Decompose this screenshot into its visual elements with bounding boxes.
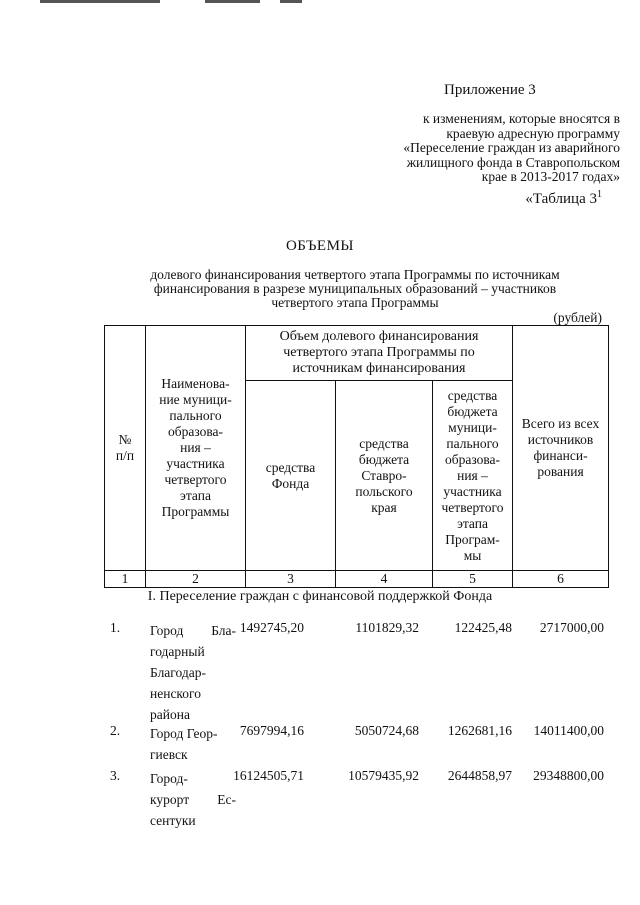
header-line: источникам финансирования (292, 361, 466, 376)
regional-amount: 5050724,68 (354, 723, 419, 738)
subtitle-line: краевую адресную программу (446, 125, 620, 141)
regional-amount: 10579435,92 (348, 768, 419, 783)
description-line: долевого финансирования четвертого этапа Программы по источникам (150, 267, 560, 282)
column-header-municipality (146, 326, 246, 571)
municipal-amount: 2644858,97 (447, 768, 512, 783)
header-line: бюджета (447, 403, 498, 419)
header-line: мы (463, 547, 482, 563)
total-amount: 29348800,00 (533, 768, 604, 783)
column-header-fund (246, 381, 336, 571)
municipality-name (150, 768, 236, 831)
scan-mark-left (40, 0, 160, 3)
table-number-text: «Таблица 3 (525, 191, 597, 207)
header-line: средства (265, 459, 316, 475)
header-line: ния – (180, 440, 211, 455)
header-line: бюджета (358, 451, 410, 467)
municipality-name (150, 620, 236, 725)
header-line: четвертого этапа Программы по (283, 345, 475, 360)
header-line: Фонда (271, 475, 310, 491)
document-heading: ОБЪЕМЫ (285, 238, 355, 254)
row-number: 3. (110, 768, 121, 783)
header-line: п/п (115, 448, 135, 463)
total-amount: 2717000,00 (539, 620, 604, 635)
name-line (150, 789, 236, 810)
section-title: I. Переселение граждан с финансовой поддержкой Фонда (147, 589, 493, 604)
header-line: образова- (167, 424, 224, 439)
header-line: рования (537, 464, 584, 479)
total-amount: 14011400,00 (533, 723, 604, 738)
appendix-subtitle (320, 112, 620, 185)
column-group-header-financing (246, 326, 513, 381)
name-word: Бла- (211, 623, 236, 638)
header-line: средства (447, 387, 498, 403)
column-header-number (105, 326, 146, 571)
header-line: средства (359, 435, 409, 451)
index-row (105, 571, 609, 588)
appendix-label: Приложение 3 (444, 82, 536, 98)
header-line: Программы (161, 504, 230, 519)
header-line: четвертого (441, 499, 504, 515)
header-line: пального (446, 435, 499, 451)
header-line: муници- (448, 419, 497, 435)
header-line: ние муници- (159, 392, 232, 407)
header-line: польского (355, 483, 413, 499)
table-number (525, 189, 602, 208)
name-line: ненского (150, 686, 202, 701)
subtitle-line: к изменениям, которые вносятся в (422, 111, 620, 126)
header-line: участника (443, 483, 502, 499)
scan-mark-right (280, 0, 302, 3)
document-description (100, 268, 610, 310)
header-line: источников (527, 432, 594, 447)
name-line: годарный (150, 644, 205, 659)
units-label: (рублей) (553, 310, 602, 325)
header-line: Ставро- (361, 467, 407, 483)
index-cell: 6 (513, 571, 609, 588)
name-line: сентуки (150, 813, 196, 828)
index-cell: 1 (105, 571, 146, 588)
name-line: Благодар- (150, 665, 206, 680)
header-line: образова- (444, 451, 501, 467)
index-cell: 2 (146, 571, 246, 588)
header-line: Всего из всех (521, 416, 600, 431)
header-line: этапа (180, 488, 211, 503)
financing-table-header (104, 325, 609, 588)
fund-amount: 16124505,71 (233, 768, 304, 783)
municipal-amount: 122425,48 (454, 620, 512, 635)
header-line: финанси- (533, 448, 588, 463)
name-line: района (150, 707, 190, 722)
description-line: финансирования в разрезе муниципальных образований – участников (153, 281, 557, 296)
index-cell: 4 (336, 571, 433, 588)
header-line: края (371, 499, 397, 515)
header-line: Програм- (445, 531, 500, 547)
header-line: ния – (457, 467, 488, 483)
index-cell: 5 (433, 571, 513, 588)
scan-mark-center (205, 0, 260, 3)
description-line: четвертого этапа Программы (271, 295, 439, 310)
table-number-superscript: 1 (597, 189, 602, 200)
index-cell: 3 (246, 571, 336, 588)
municipality-name (150, 723, 236, 765)
column-header-municipal-budget (433, 381, 513, 571)
header-line: № (118, 432, 132, 447)
name-line: Город Геор- (150, 726, 218, 741)
subtitle-line: жилищного фонда в Ставропольском (406, 154, 620, 170)
name-word: Город (150, 623, 184, 638)
header-line: пального (169, 408, 222, 423)
name-word: Ес- (217, 792, 236, 807)
fund-amount: 1492745,20 (239, 620, 304, 635)
name-line: гиевск (150, 747, 188, 762)
municipal-amount: 1262681,16 (447, 723, 512, 738)
subtitle-line: крае в 2013-2017 годах» (481, 169, 620, 184)
column-header-total (513, 326, 609, 571)
name-line (150, 620, 236, 641)
header-line: Наименова- (161, 376, 230, 391)
name-line: Город- (150, 771, 188, 786)
fund-amount: 7697994,16 (239, 723, 304, 738)
header-line: Объем долевого финансирования (279, 329, 479, 344)
regional-amount: 1101829,32 (355, 620, 419, 635)
header-line: участника (166, 456, 225, 471)
subtitle-line: «Переселение граждан из аварийного (403, 140, 620, 155)
row-number: 1. (110, 620, 121, 635)
header-line: четвертого (164, 472, 227, 487)
column-header-regional-budget (336, 381, 433, 571)
name-word: курорт (150, 792, 190, 807)
row-number: 2. (110, 723, 121, 738)
header-line: этапа (457, 515, 488, 531)
